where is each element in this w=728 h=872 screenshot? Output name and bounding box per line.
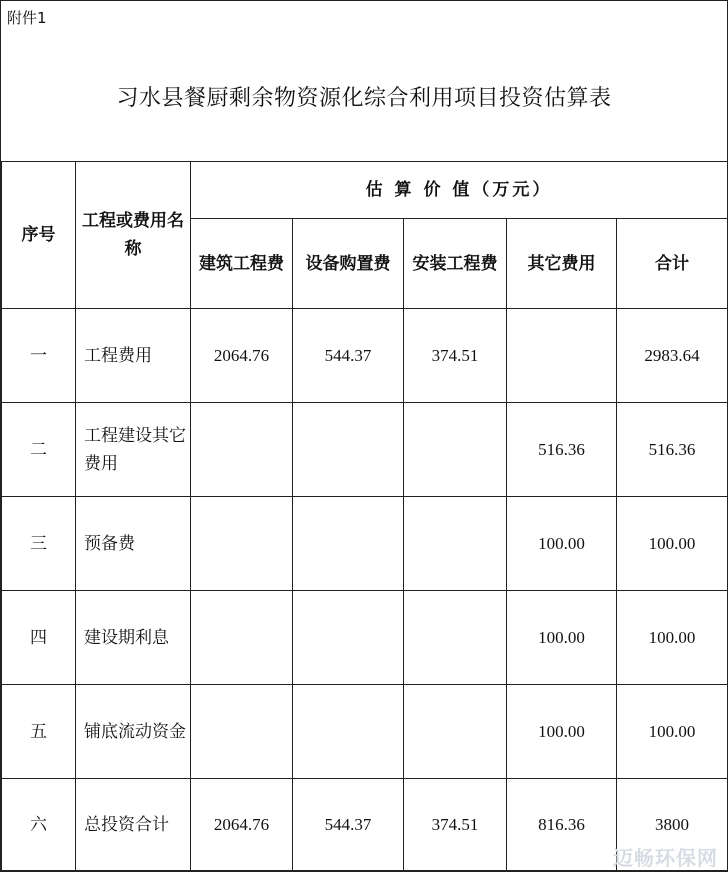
cell-total: 2983.64 — [617, 309, 728, 403]
cell-other-cost: 100.00 — [507, 497, 617, 591]
cell-installation-cost: 374.51 — [404, 309, 507, 403]
investment-estimate-table — [1, 161, 728, 871]
cell-other-cost — [507, 309, 617, 403]
row-name: 工程费用 — [76, 309, 191, 403]
cell-equipment-cost — [293, 403, 404, 497]
header-construction-cost: 建筑工程费 — [191, 219, 293, 309]
row-seq: 三 — [2, 497, 76, 591]
header-equipment-cost: 设备购置费 — [293, 219, 404, 309]
attachment-label: 附件1 — [7, 9, 47, 27]
table-row — [2, 685, 728, 779]
cell-equipment-cost — [293, 685, 404, 779]
row-seq: 四 — [2, 591, 76, 685]
row-name: 预备费 — [76, 497, 191, 591]
cell-total: 100.00 — [617, 685, 728, 779]
row-name: 工程建设其它费用 — [76, 403, 191, 497]
table-row — [2, 497, 728, 591]
table-row — [2, 591, 728, 685]
row-seq: 五 — [2, 685, 76, 779]
cell-construction-cost — [191, 591, 293, 685]
row-seq: 二 — [2, 403, 76, 497]
row-seq: 一 — [2, 309, 76, 403]
header-row-1 — [2, 162, 728, 219]
row-name: 总投资合计 — [76, 779, 191, 871]
cell-equipment-cost: 544.37 — [293, 779, 404, 871]
site-watermark: 迈畅环保网 — [613, 846, 718, 870]
cell-installation-cost — [404, 497, 507, 591]
cell-other-cost: 100.00 — [507, 591, 617, 685]
cell-construction-cost — [191, 497, 293, 591]
cell-total: 3800 — [617, 779, 728, 871]
cell-equipment-cost: 544.37 — [293, 309, 404, 403]
cell-other-cost: 516.36 — [507, 403, 617, 497]
cell-total: 100.00 — [617, 591, 728, 685]
header-seq: 序号 — [2, 162, 76, 309]
cell-other-cost: 100.00 — [507, 685, 617, 779]
table-row — [2, 403, 728, 497]
cell-equipment-cost — [293, 591, 404, 685]
header-other-cost: 其它费用 — [507, 219, 617, 309]
header-total: 合计 — [617, 219, 728, 309]
cell-total: 516.36 — [617, 403, 728, 497]
cell-construction-cost: 2064.76 — [191, 779, 293, 871]
row-name: 建设期利息 — [76, 591, 191, 685]
cell-installation-cost — [404, 591, 507, 685]
cell-total: 100.00 — [617, 497, 728, 591]
header-name: 工程或费用名称 — [76, 162, 191, 309]
cell-equipment-cost — [293, 497, 404, 591]
cell-construction-cost — [191, 403, 293, 497]
header-installation-cost: 安装工程费 — [404, 219, 507, 309]
cell-construction-cost: 2064.76 — [191, 309, 293, 403]
document-title: 习水县餐厨剩余物资源化综合利用项目投资估算表 — [116, 86, 612, 111]
cell-installation-cost — [404, 403, 507, 497]
header-estimate-group: 估 算 价 值（万元） — [191, 162, 728, 219]
row-name: 铺底流动资金 — [76, 685, 191, 779]
cell-construction-cost — [191, 685, 293, 779]
row-seq: 六 — [2, 779, 76, 871]
cell-installation-cost — [404, 685, 507, 779]
table-row — [2, 309, 728, 403]
cell-other-cost: 816.36 — [507, 779, 617, 871]
cell-installation-cost: 374.51 — [404, 779, 507, 871]
